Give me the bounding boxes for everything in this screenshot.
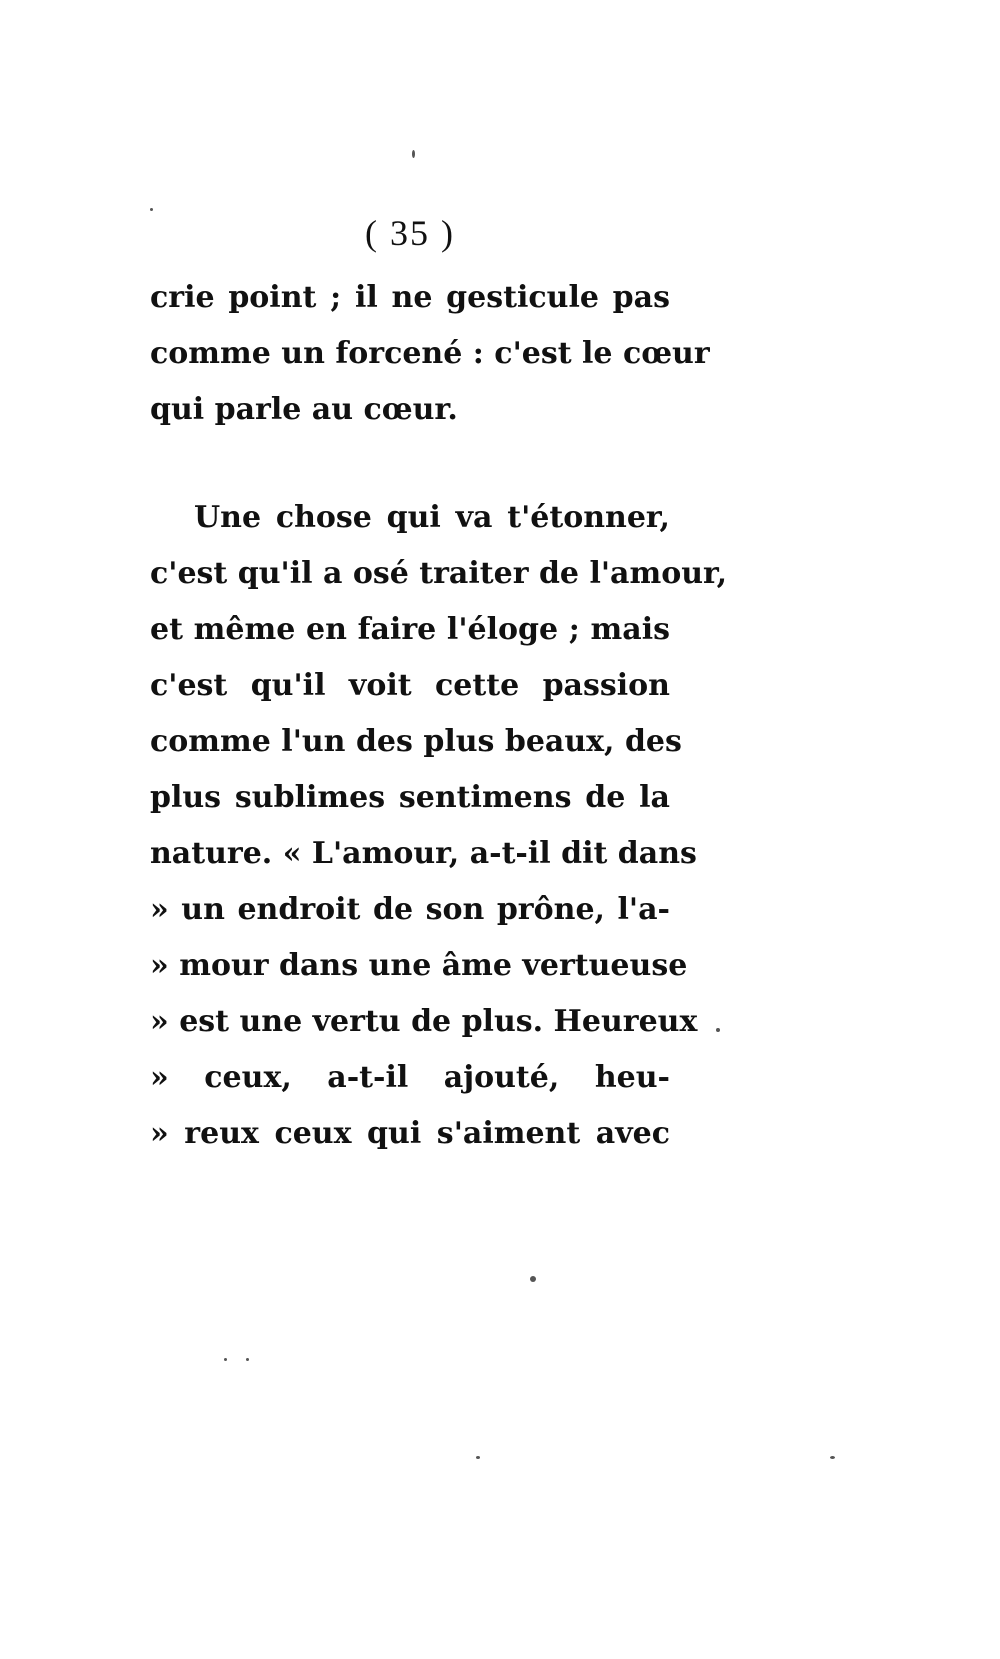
text-line: » un endroit de son prône, l'a- bbox=[150, 892, 670, 927]
text-line: crie point ; il ne gesticule pas bbox=[150, 280, 670, 315]
scan-speck bbox=[224, 1358, 227, 1361]
text-line: qui parle au cœur. bbox=[150, 392, 458, 427]
scan-speck bbox=[412, 150, 415, 158]
paragraph-1 bbox=[150, 270, 710, 438]
scan-speck bbox=[476, 1456, 480, 1459]
text-line: comme un forcené : c'est le cœur bbox=[150, 336, 710, 371]
text-line: comme l'un des plus beaux, des bbox=[150, 724, 682, 759]
text-line: plus sublimes sentimens de la bbox=[150, 780, 670, 815]
text-line: » est une vertu de plus. Heureux bbox=[150, 1004, 698, 1039]
scan-speck bbox=[246, 1358, 249, 1361]
text-line: » mour dans une âme vertueuse bbox=[150, 948, 688, 983]
text-line: » reux ceux qui s'aiment avec bbox=[150, 1116, 670, 1151]
text-line: c'est qu'il a osé traiter de l'amour, bbox=[150, 556, 728, 591]
scan-speck bbox=[150, 208, 153, 211]
text-line: c'est qu'il voit cette passion bbox=[150, 668, 670, 703]
scan-speck bbox=[530, 1276, 536, 1282]
scan-speck bbox=[716, 1028, 720, 1032]
text-line: et même en faire l'éloge ; mais bbox=[150, 612, 670, 647]
text-line: Une chose qui va t'étonner, bbox=[194, 500, 670, 535]
text-line: » ceux, a-t-il ajouté, heu- bbox=[150, 1060, 670, 1095]
page-number: ( 35 ) bbox=[365, 213, 455, 253]
scan-speck bbox=[830, 1456, 835, 1459]
text-line: nature. « L'amour, a-t-il dit dans bbox=[150, 836, 697, 871]
paragraph-2 bbox=[150, 490, 728, 1162]
